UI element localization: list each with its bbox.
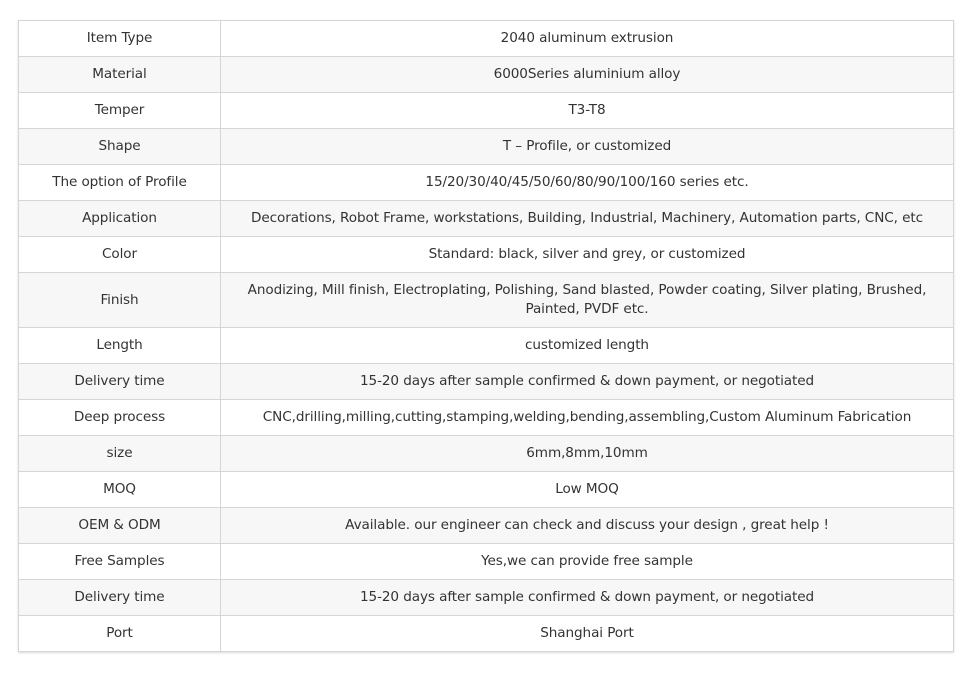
table-row: [19, 328, 954, 364]
spec-label: Application: [19, 201, 221, 237]
spec-value: customized length: [221, 328, 954, 364]
spec-label: OEM & ODM: [19, 508, 221, 544]
spec-value: Decorations, Robot Frame, workstations, Building, Industrial, Machinery, Automation parts, CNC, etc: [221, 201, 954, 237]
table-row: [19, 508, 954, 544]
spec-value: 2040 aluminum extrusion: [221, 21, 954, 57]
table-row: [19, 237, 954, 273]
table-row: [19, 616, 954, 652]
spec-table-body: [19, 21, 954, 652]
spec-value: Shanghai Port: [221, 616, 954, 652]
table-row: [19, 580, 954, 616]
table-row: [19, 273, 954, 328]
table-row: [19, 400, 954, 436]
table-row: [19, 57, 954, 93]
spec-value: Standard: black, silver and grey, or customized: [221, 237, 954, 273]
table-row: [19, 165, 954, 201]
spec-value: 15/20/30/40/45/50/60/80/90/100/160 series etc.: [221, 165, 954, 201]
spec-label: Delivery time: [19, 580, 221, 616]
spec-value: 15-20 days after sample confirmed & down payment, or negotiated: [221, 580, 954, 616]
spec-value: 15-20 days after sample confirmed & down payment, or negotiated: [221, 364, 954, 400]
table-row: [19, 129, 954, 165]
spec-label: Finish: [19, 273, 221, 328]
table-row: [19, 201, 954, 237]
spec-value: Low MOQ: [221, 472, 954, 508]
spec-value: Available. our engineer can check and discuss your design , great help !: [221, 508, 954, 544]
product-spec-table: [18, 20, 954, 652]
spec-value: 6000Series aluminium alloy: [221, 57, 954, 93]
spec-label: size: [19, 436, 221, 472]
table-row: [19, 21, 954, 57]
spec-label: Material: [19, 57, 221, 93]
table-row: [19, 364, 954, 400]
spec-value: 6mm,8mm,10mm: [221, 436, 954, 472]
spec-label: Temper: [19, 93, 221, 129]
spec-label: The option of Profile: [19, 165, 221, 201]
table-row: [19, 93, 954, 129]
spec-label: Shape: [19, 129, 221, 165]
spec-value: CNC,drilling,milling,cutting,stamping,welding,bending,assembling,Custom Aluminum Fabrication: [221, 400, 954, 436]
spec-label: Item Type: [19, 21, 221, 57]
spec-value: T – Profile, or customized: [221, 129, 954, 165]
product-spec-table-container: [18, 20, 954, 652]
spec-label: MOQ: [19, 472, 221, 508]
table-row: [19, 544, 954, 580]
spec-value: Yes,we can provide free sample: [221, 544, 954, 580]
spec-label: Deep process: [19, 400, 221, 436]
spec-value: Anodizing, Mill finish, Electroplating, Polishing, Sand blasted, Powder coating, Silver plating, Brushed, Painted, PVDF etc.: [221, 273, 954, 328]
spec-label: Free Samples: [19, 544, 221, 580]
table-row: [19, 436, 954, 472]
spec-label: Color: [19, 237, 221, 273]
spec-label: Port: [19, 616, 221, 652]
table-row: [19, 472, 954, 508]
spec-label: Delivery time: [19, 364, 221, 400]
spec-value: T3-T8: [221, 93, 954, 129]
spec-label: Length: [19, 328, 221, 364]
